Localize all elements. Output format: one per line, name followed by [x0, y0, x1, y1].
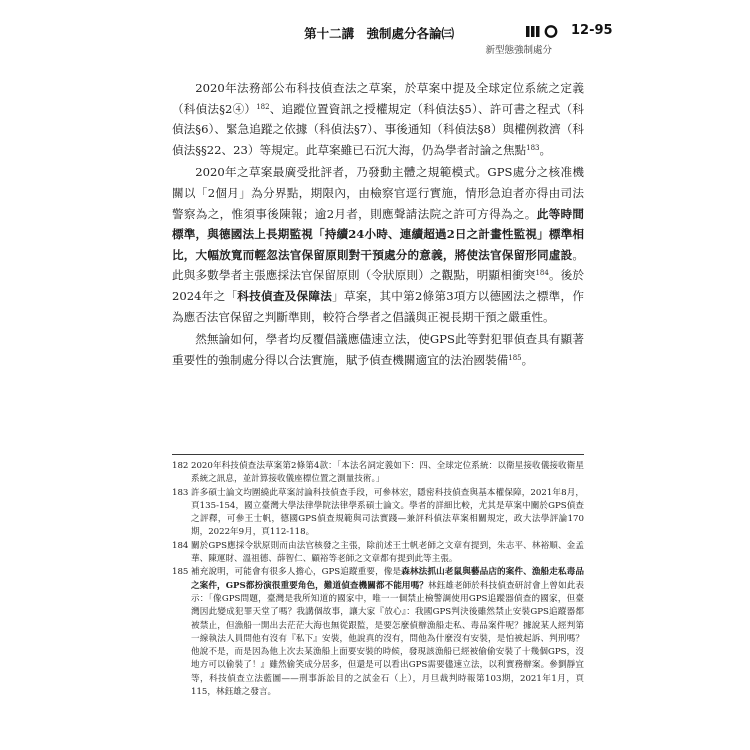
- text-run: 2020年科技偵查法草案第2條第4款：「本法名詞定義如下：四、全球定位系統：以衛星接收儀接收衛星系統之訊息，並計算接收儀座標位置之測量技術。」: [191, 461, 584, 485]
- text-run: 林鈺雄老師於科技偵查研討會上曾如此表示：「像GPS問題，臺灣是我所知道的國家中，唯一一個禁止檢警調使用GPS追蹤器偵查的國家，但臺灣因此變成犯罪天堂了嗎？我講個故事，讓大家『放心』：我國GPS判決後雖然禁止安裝GPS追蹤器都被禁止，但漁船一開出去茫茫大海也無從跟監，是要怎麼偵辦漁船走私、毒品案件呢？據說某人經判第一線執法人員問他有沒有『私下』安裝，他說真的沒有，問他為什麼沒有安裝，是怕被起訴、判刑嗎？他說不是，而是因為他上次去某漁船上面要安裝的時候，發現該漁船已經被偷偷安裝了十幾個GPS，沒地方可以偷裝了！』雖然偷笑成分居多，但還是可以看出GPS需要儘速立法，以利實務辦案。參劉靜宜等，科技偵查立法藍圖——刑事訴訟目的之試金石（上），月旦裁判時報第103期，2021年1月，頁115，林鈺雄之發言。: [191, 580, 584, 698]
- page-number: 12-95: [571, 23, 613, 38]
- text-run: 2020年法務部公布科技偵查法之草案，於草案中提及全球定位系統之定義（科偵法§2④）: [172, 81, 584, 116]
- chapter-number: 第十二講: [304, 26, 355, 41]
- publisher-logo-icon: [526, 25, 564, 38]
- footnote-ref: 184: [535, 269, 549, 278]
- paragraph: [172, 162, 584, 327]
- text-run: 。: [539, 142, 552, 157]
- text-run: 、追蹤位置資訊之授權規定（科偵法§5）、許可書之程式（科偵法§6）、緊急追蹤之依據（科偵法§7）、事後通知（科偵法§8）與權例救濟（科偵法§§22、23）等規定。此草案雖已石沉大海，仍為學者討論之焦點: [172, 101, 584, 157]
- text-run: 2020年之草案最廣受批評者，乃發動主體之規範模式。GPS處分之核准機關以「2個月」為分界點，期限內，由檢察官逕行實施，情形急迫者亦得由司法警察為之，惟須事後陳報；逾2月者，則應聲請法院之許可方得為之。: [172, 165, 584, 221]
- text-run: 關於GPS應採令狀原則而由法官核發之主張，除前述王士帆老師之文章有提到，朱志平、林裕順、金孟華、陳運財、溫祖德、薛智仁、顧裕等老師之文章都有提到此等主張。: [191, 540, 584, 565]
- footnote-number: 185: [172, 567, 189, 578]
- footnote: [172, 487, 584, 540]
- emphasis-text: 此等時間標準，與德國法上長期監視「持續24小時、連續超過2日之計畫性監視」標準相比，大幅放寬而輕忽法官保留原則對干預處分的意義，將使法官保留形同虛設: [172, 206, 584, 262]
- footnote-text: [191, 460, 584, 487]
- footnote-number: 184: [172, 540, 189, 551]
- text-run: 。此與多數學者主張應採法官保留原則（令狀原則）之觀點，明顯相衝突: [172, 247, 584, 283]
- footnote-divider: [172, 454, 584, 455]
- footnote-number: 182: [172, 461, 189, 471]
- text-run: 然無論如何，學者均反覆倡議應儘速立法，使GPS此等對犯罪偵查具有顯著重要性的強制處分得以合法實施，賦予偵查機關適宜的法治國裝備: [172, 332, 584, 367]
- section-subtitle: 新型態強制處分: [485, 45, 552, 56]
- chapter-title: 強制處分各論: [366, 26, 442, 41]
- footnote: [172, 460, 584, 487]
- text-run: 」草案，其中第2條第3項方以德國法之標準，作為應否法官保留之判斷準則，較符合學者之倡議與正視長期干預之嚴重性。: [172, 288, 584, 324]
- footnote-ref: 183: [526, 143, 540, 152]
- emphasis-text: 森林法抓山老鼠與藝品店的案件、漁船走私毒品之案件，GPS都扮演很重要角色，難道偵查機關都不能用嗎？: [191, 567, 584, 591]
- main-text: [172, 78, 584, 372]
- footnote-text: [191, 487, 584, 540]
- text-run: 補充說明，可能會有很多人擔心，GPS追蹤重要，像是: [191, 567, 402, 578]
- text-run: 許多碩士論文均圍繞此草案討論科技偵查手段，可參林宏，隱密科技偵查與基本權保障，2021年8月，頁135-154，國立臺灣大學法律學院法律學系碩士論文。學者的詳細比較，尤其是草案中關於GPS偵查之評釋，可參王士帆，德國GPS偵查規範與司法實踐—兼評科偵法草案相關規定，政大法學評論170期，2022年9月，頁112-118。: [191, 487, 584, 538]
- paragraph: [172, 78, 584, 160]
- chapter-part: ㈢: [441, 26, 454, 41]
- footnote-text: [191, 566, 584, 699]
- footnote-ref: 185: [508, 353, 522, 362]
- text-run: 。: [521, 352, 534, 367]
- footnote-text: [191, 540, 584, 567]
- footnote-number: 183: [172, 487, 189, 498]
- text-run: 。後於2024年之「: [172, 268, 584, 303]
- footnotes: [172, 460, 584, 699]
- footnote: [172, 566, 584, 699]
- paragraph: [172, 329, 584, 370]
- footnote: [172, 540, 584, 567]
- running-header-chapter: [304, 24, 454, 42]
- footnote-ref: 182: [256, 102, 270, 111]
- emphasis-text: 科技偵查及保障法: [237, 288, 333, 303]
